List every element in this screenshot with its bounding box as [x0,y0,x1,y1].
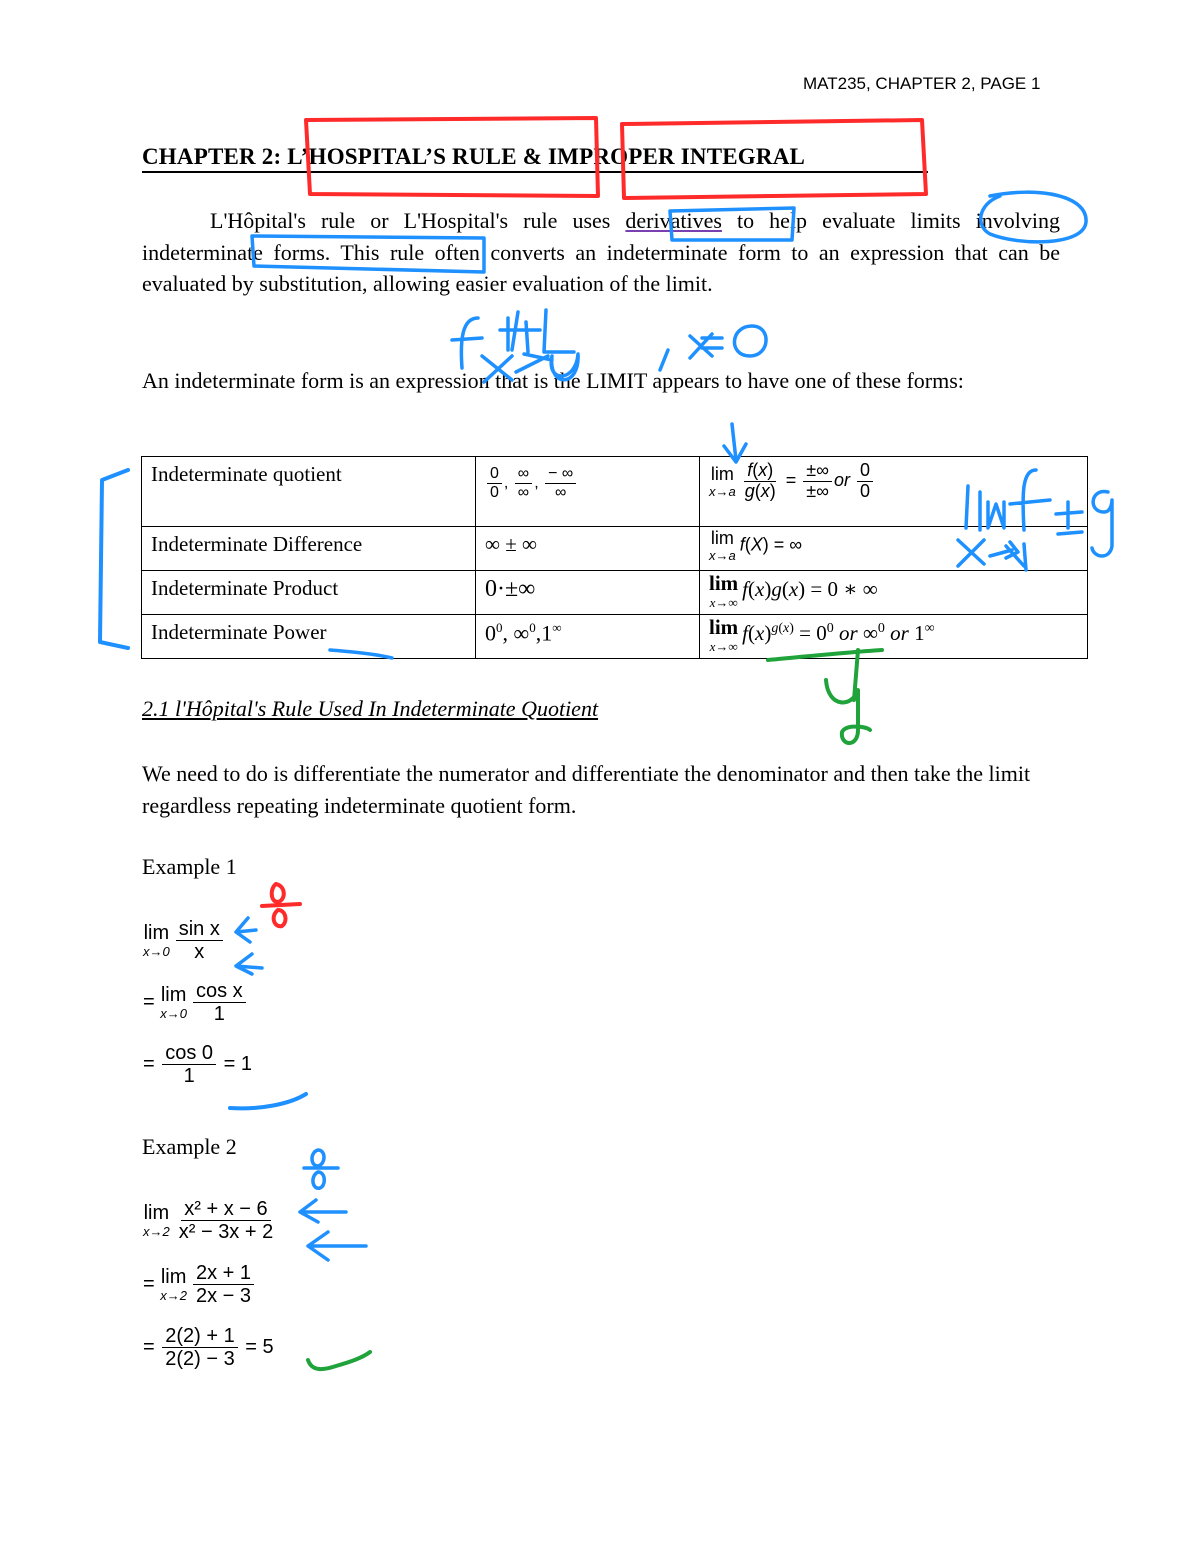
red-zero-over-zero [262,884,300,926]
blue-arrow-denominator-2 [308,1232,366,1260]
form-name: Indeterminate Power [142,615,476,659]
form-limit: lim x→∞ f(x)g(x) = 0 ∗ ∞ [700,571,1088,615]
lim-operator: lim x→2 [143,1202,170,1239]
section-title: 2.1 l'Hôpital's Rule Used In Indeterminate Quotient [142,696,599,721]
forms-intro-paragraph: An indeterminate form is an expression that is the LIMIT appears to have one of these forms: [142,368,964,393]
lim-operator: lim x→∞ [709,615,739,654]
lim-operator: lim x→a [709,528,736,563]
blue-underline-power [330,650,392,658]
intro-text-e: involving [960,208,1060,233]
form-name: Indeterminate Product [142,571,476,615]
intro-text-a: L'Hôpital's rule or L'Hospital's rule uses [210,208,626,233]
fraction: $\frac{2(2) + 1}{2(2) - 3}$ [162,1325,237,1370]
lim-operator: lim x→0 [143,922,170,959]
frac-zero: $\frac{0}{0}$ [857,461,873,502]
lim-operator: lim x→a [709,463,736,499]
intro-text-c: to help evaluate [721,208,911,233]
example-2-line-2: = lim x→2 $\frac{2x + 1}{2x - 3}$ [143,1262,256,1307]
frac-pminf: $\frac{\pm\infty}{\pm\infty}$ [803,461,832,502]
chapter-title: CHAPTER 2: L’HOSPITAL’S RULE & IMPROPER INTEGRAL [142,144,806,169]
blue-bracket [100,470,128,648]
fraction: $\frac{\cos 0}{1}$ [162,1042,216,1087]
frac-inf-inf: $\frac{\infty}{\infty}$ [515,465,532,501]
example-1-result: = 1 [223,1052,252,1075]
fraction: $\frac{\text{cos x}}{1}$ [193,980,246,1025]
fraction: $\frac{\text{x² + x − 6}}{\text{x² − 3x + 2}}$ [178,1198,274,1243]
example-2-result: = 5 [245,1335,274,1358]
lim-operator: lim x→∞ [709,571,739,610]
form-name: Indeterminate quotient [142,457,476,527]
intro-word-indeterminate-forms: indeterminate forms. [142,239,331,265]
handwritten-lim-f-pm-g [958,470,1112,570]
example-2-label: Example 2 [142,1134,237,1159]
fraction: $\frac{\text{sin x}}{x}$ [176,918,223,963]
example-1-line-3: = $\frac{\cos 0}{1}$ = 1 [143,1042,252,1087]
green-underline-gx [768,650,882,660]
form-limit: lim x→a f(X) = ∞ [700,527,1088,571]
blue-arrow-denominator-1 [236,954,262,974]
blue-arrow-numerator-2 [300,1200,346,1222]
red-box-lhospital [306,118,598,196]
fraction: $\frac{2x + 1}{2x - 3}$ [193,1262,254,1307]
form-symbols: 0·±∞ [476,571,700,615]
form-symbols: ∞ ± ∞ [476,527,700,571]
blue-box-indeterminate-forms [252,236,484,272]
intro-word-derivatives: derivatives [625,208,722,233]
handwritten-f-lim [452,310,578,382]
intro-word-limits: limits [910,208,961,233]
blue-check-1 [230,1094,306,1108]
frac-zero-zero: $\frac{0}{0}$ [487,465,502,501]
form-limit: lim x→∞ $f(x)^{g(x)} = 0^0$ or ∞$^0$ or 1∞ [700,615,1088,659]
frac-f-g: $\frac{f(x)}{g(x)}$ [744,460,776,501]
blue-circle-limits [981,192,1086,242]
example-1-line-2: = lim x→0 $\frac{\text{cos x}}{1}$ [143,980,248,1025]
red-box-improper [622,120,926,198]
green-handwritten-y [826,650,870,743]
form-name: Indeterminate Difference [142,527,476,571]
blue-zero-over-zero [304,1150,338,1188]
frac-neginf-inf: $\frac{- \infty}{\infty}$ [545,465,576,501]
blue-box-derivatives [670,208,794,240]
form-symbols: $0^0$, ∞$^0$,1∞ [476,615,700,659]
form-symbols: $\frac{0}{0}$ , $\frac{\infty}{\infty}$ , $\frac{- \infty}{\infty}$ [476,457,700,527]
down-arrow [724,424,746,462]
example-1-label: Example 1 [142,854,237,879]
lim-operator: lim x→0 [160,984,187,1021]
blue-arrow-numerator-1 [236,918,256,942]
lim-operator: lim x→2 [160,1266,187,1303]
section-text: We need to do is differentiate the numerator and differentiate the denominator and then take the limit regardless repeating indeterminate quotient form. [142,761,1031,818]
handwritten-x-equals-zero [660,326,766,370]
example-2-line-3: = $\frac{2(2) + 1}{2(2) - 3}$ = 5 [143,1325,274,1370]
green-check-2 [308,1352,370,1369]
intro-text-g: This rule often converts an indeterminate form to an expression that can be evaluated by substitution, allowing easier evaluation of the limit. [142,239,1060,296]
form-limit: lim x→a $\frac{f(x)}{g(x)}$ = $\frac{\pm\infty}{\pm\infty}$ or $\frac{0}{0}$ [700,457,1088,527]
page-header: MAT235, CHAPTER 2, PAGE 1 [803,74,1041,93]
